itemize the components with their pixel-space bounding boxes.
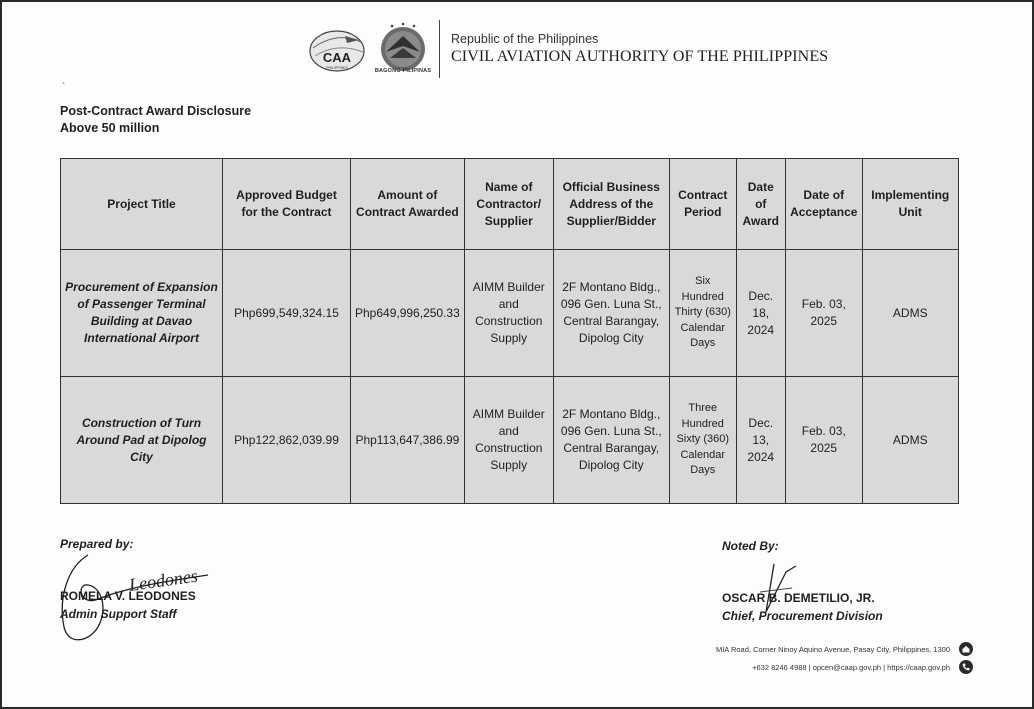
document-title-line2: Above 50 million [60,121,160,135]
cell-approved-budget: Php699,549,324.15 [223,250,351,377]
cell-amount-awarded: Php113,647,386.99 [351,377,465,504]
header-approved-budget: Approved Budget for the Contract [223,159,351,250]
cell-date-of-award: Dec. 18, 2024 [736,250,785,377]
prepared-by-label: Prepared by: [60,537,134,551]
svg-text:Leodones: Leodones [127,565,199,595]
header-divider [439,20,440,78]
cell-project-title: Construction of Turn Around Pad at Dipolog City [61,377,223,504]
cell-contract-period: Three Hundred Sixty (360) Calendar Days [669,377,736,504]
footer-contact: +632 8246 4988 | opcen@caap.gov.ph | https://caap.gov.ph [752,663,950,672]
cell-contractor: AIMM Builder and Construction Supply [464,250,553,377]
cell-implementing-unit: ADMS [862,377,958,504]
header-implementing-unit: Implementing Unit [862,159,958,250]
header-amount-awarded: Amount of Contract Awarded [351,159,465,250]
phone-icon [959,660,973,674]
cell-address: 2F Montano Bldg., 096 Gen. Luna St., Central Barangay, Dipolog City [553,250,669,377]
header-date-of-acceptance: Date of Acceptance [785,159,862,250]
header-contract-period: Contract Period [669,159,736,250]
header-date-of-award: Date of Award [736,159,785,250]
svg-text:PHILIPPINES: PHILIPPINES [326,66,348,70]
prepared-by-name: ROMELA V. LEODONES [60,589,196,603]
cell-contract-period: Six Hundred Thirty (630) Calendar Days [669,250,736,377]
caa-logo [307,26,367,76]
noted-by-name: OSCAR B. DEMETILIO, JR. [722,591,875,605]
document-title-line1: Post-Contract Award Disclosure [60,104,252,118]
cell-amount-awarded: Php649,996,250.33 [351,250,465,377]
cell-approved-budget: Php122,862,039.99 [223,377,351,504]
table-row [61,250,959,377]
cell-date-of-award: Dec. 13, 2024 [736,377,785,504]
bagong-pilipinas-caption: BAGONG PILIPINAS [374,68,432,74]
stray-mark: ` [62,82,66,93]
svg-text:CAA: CAA [322,50,352,65]
cell-project-title: Procurement of Expansion of Passenger Terminal Building at Davao International Airport [61,250,223,377]
header-project-title: Project Title [61,159,223,250]
cell-implementing-unit: ADMS [862,250,958,377]
home-icon [959,642,973,656]
footer-address: MIA Road, Corner Ninoy Aquino Avenue, Pasay City, Philippines, 1300 [715,645,950,654]
header-contractor: Name of Contractor/ Supplier [464,159,553,250]
agency-name: CIVIL AVIATION AUTHORITY OF THE PHILIPPINES [451,48,829,65]
cell-date-of-acceptance: Feb. 03, 2025 [785,377,862,504]
noted-by-role: Chief, Procurement Division [722,609,883,623]
cell-date-of-acceptance: Feb. 03, 2025 [785,250,862,377]
table-row [61,377,959,504]
prepared-by-role: Admin Support Staff [60,607,177,621]
document-title [60,103,251,137]
noted-by-label: Noted By: [722,539,779,553]
cell-contractor: AIMM Builder and Construction Supply [464,377,553,504]
award-disclosure-table [60,158,959,504]
table-header-row [61,159,959,250]
government-line: Republic of the Philippines [451,32,599,46]
cell-address: 2F Montano Bldg., 096 Gen. Luna St., Central Barangay, Dipolog City [553,377,669,504]
header-address: Official Business Address of the Supplier/Bidder [553,159,669,250]
